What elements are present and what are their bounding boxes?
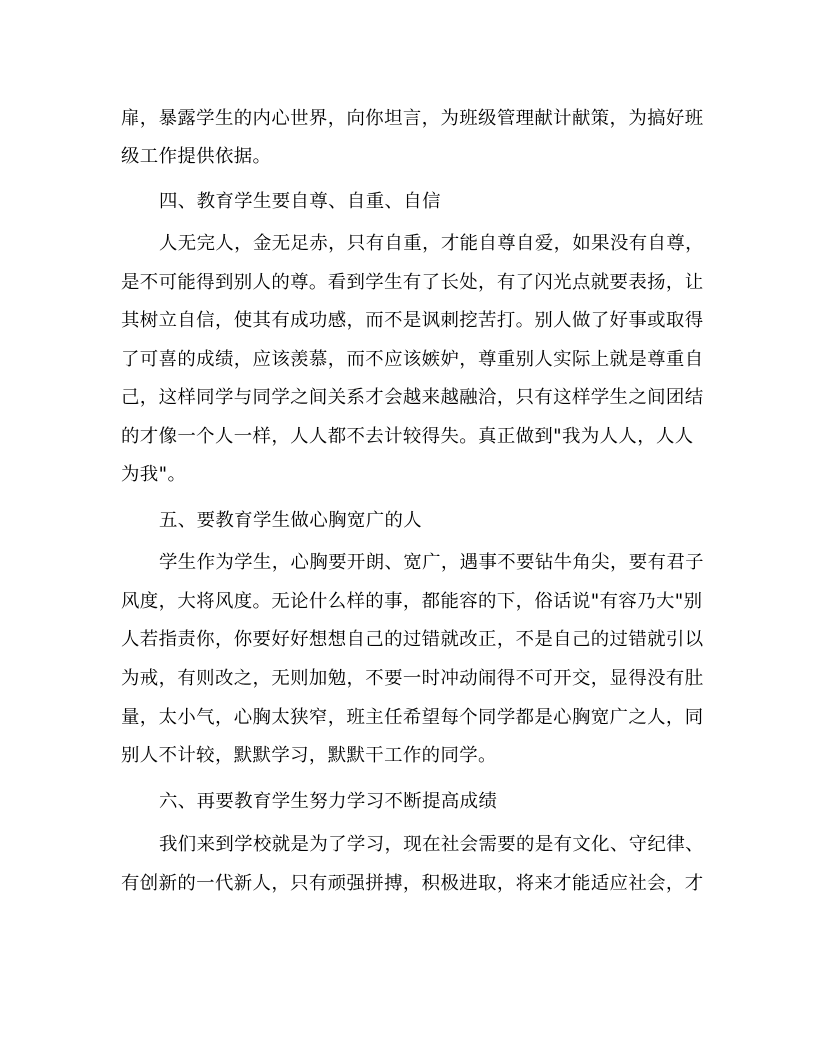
text-line: 级工作提供依据。 bbox=[121, 146, 272, 167]
text-line: 其树立自信，使其有成功感，而不是讽刺挖苦打。别人做了好事或取得 bbox=[121, 310, 704, 331]
text-line: 量，太小气，心胸太狭窄，班主任希望每个同学都是心胸宽广之人，同 bbox=[121, 707, 704, 728]
text-line: 别人不计较，默默学习，默默干工作的同学。 bbox=[121, 745, 497, 766]
text-line: 的才像一个人一样，人人都不去计较得失。真正做到"我为人人，人人 bbox=[121, 426, 694, 447]
text-line: 为我"。 bbox=[121, 464, 187, 485]
text-line: 扉，暴露学生的内心世界，向你坦言，为班级管理献计献策，为搞好班 bbox=[121, 108, 704, 129]
section-heading: 四、教育学生要自尊、自重、自信 bbox=[159, 191, 441, 212]
text-line: 是不可能得到别人的尊。看到学生有了长处，有了闪光点就要表扬，让 bbox=[121, 272, 704, 293]
text-line: 我们来到学校就是为了学习，现在社会需要的是有文化、守纪律、 bbox=[159, 834, 704, 855]
section-heading: 六、再要教育学生努力学习不断提高成绩 bbox=[159, 791, 498, 812]
text-line: 学生作为学生，心胸要开朗、宽广，遇事不要钻牛角尖，要有君子 bbox=[159, 552, 704, 573]
text-line: 人若指责你，你要好好想想自己的过错就改正，不是自己的过错就引以 bbox=[121, 629, 704, 650]
text-line: 人无完人，金无足赤，只有自重，才能自尊自爱，如果没有自尊， bbox=[159, 233, 704, 254]
text-line: 了可喜的成绩，应该羡慕，而不应该嫉妒，尊重别人实际上就是尊重自 bbox=[121, 349, 704, 370]
text-line: 己，这样同学与同学之间关系才会越来越融洽，只有这样学生之间团结 bbox=[121, 387, 704, 408]
text-line: 有创新的一代新人，只有顽强拼搏，积极进取，将来才能适应社会，才 bbox=[121, 873, 704, 894]
text-line: 为戒，有则改之，无则加勉，不要一时冲动闹得不可开交，显得没有肚 bbox=[121, 668, 704, 689]
text-line: 风度，大将风度。无论什么样的事，都能容的下，俗话说"有容乃大"别 bbox=[121, 591, 703, 612]
section-heading: 五、要教育学生做心胸宽广的人 bbox=[159, 510, 423, 531]
